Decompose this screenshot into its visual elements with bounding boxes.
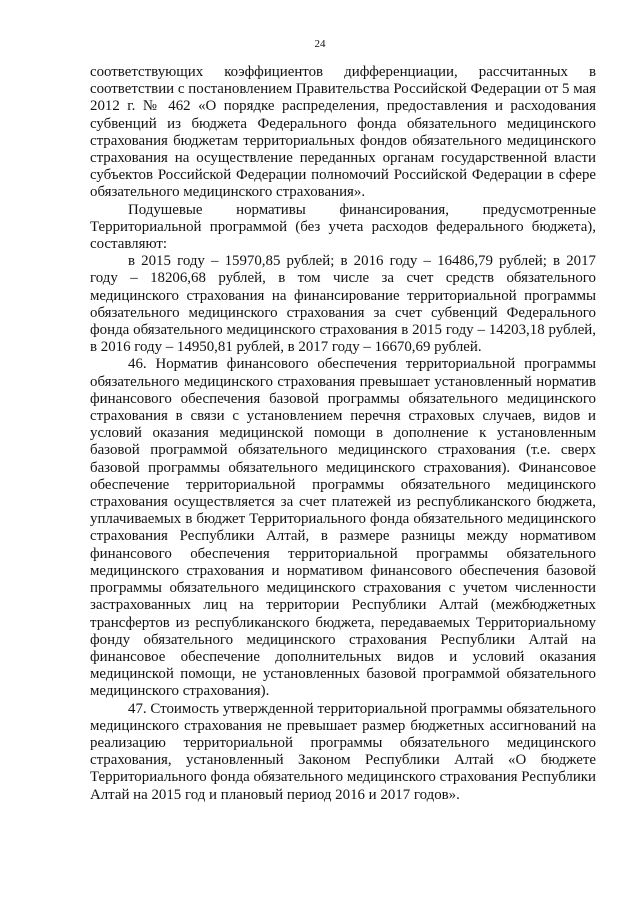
paragraph-yearly-amounts: в 2015 году – 15970,85 рублей; в 2016 году – 16486,79 рублей; в 2017 году – 18206,68 рублей, в том числе за счет средств обязательного медицинского страхования на финансирование территориальной программы обязательного медицинского страхования за счет субвенций Федерального фонда обязательного медицинского страхования в 2015 году – 14203,18 рублей, в 2016 году – 14950,81 рублей, в 2017 году – 16670,69 рублей. [90, 253, 596, 356]
paragraph-per-capita-norms: Подушевые нормативы финансирования, предусмотренные Территориальной программой (без учета расходов федерального бюджета), составляют: [90, 201, 596, 253]
paragraph-continuation: соответствующих коэффициентов дифференциации, рассчитанных в соответствии с постановлением Правительства Российской Федерации от 5 мая 2012 г. № 462 «О порядке распределения, предоставления и расходования субвенций из бюджета Федерального фонда обязательного медицинского страхования бюджетам территориальных фондов обязательного медицинского страхования на осуществление переданных органам государственной власти субъектов Российской Федерации полномочий Российской Федерации в сфере обязательного медицинского страхования». [90, 64, 596, 201]
paragraph-section-46: 46. Норматив финансового обеспечения территориальной программы обязательного медицинского страхования превышает установленный норматив финансового обеспечения базовой программы обязательного медицинского страхования в связи с установлением перечня страховых случаев, видов и условий оказания медицинской помощи в дополнение к установленным базовой программой обязательного медицинского страхования (т.е. сверх базовой программы обязательного медицинского страхования). Финансовое обеспечение территориальной программы обязательного медицинского страхования осуществляется за счет платежей из республиканского бюджета, уплачиваемых в бюджет Территориального фонда обязательного медицинского страхования Республики Алтай, в размере разницы между нормативом финансового обеспечения территориальной программы обязательного медицинского страхования и нормативом финансового обеспечения базовой программы обязательного медицинского страхования с учетом численности застрахованных лиц на территории Республики Алтай (межбюджетных трансфертов из республиканского бюджета, передаваемых Территориальному фонду обязательного медицинского страхования Республики Алтай на финансовое обеспечение дополнительных видов и условий оказания медицинской помощи, не установленных базовой программой обязательного медицинского страхования). [90, 356, 596, 700]
document-body [90, 64, 596, 804]
page-number: 24 [314, 38, 326, 50]
paragraph-section-47: 47. Стоимость утвержденной территориальной программы обязательного медицинского страхования не превышает размер бюджетных ассигнований на реализацию территориальной программы обязательного медицинского страхования, установленный Законом Республики Алтай «О бюджете Территориального фонда обязательного медицинского страхования Республики Алтай на 2015 год и плановый период 2016 и 2017 годов». [90, 700, 596, 803]
